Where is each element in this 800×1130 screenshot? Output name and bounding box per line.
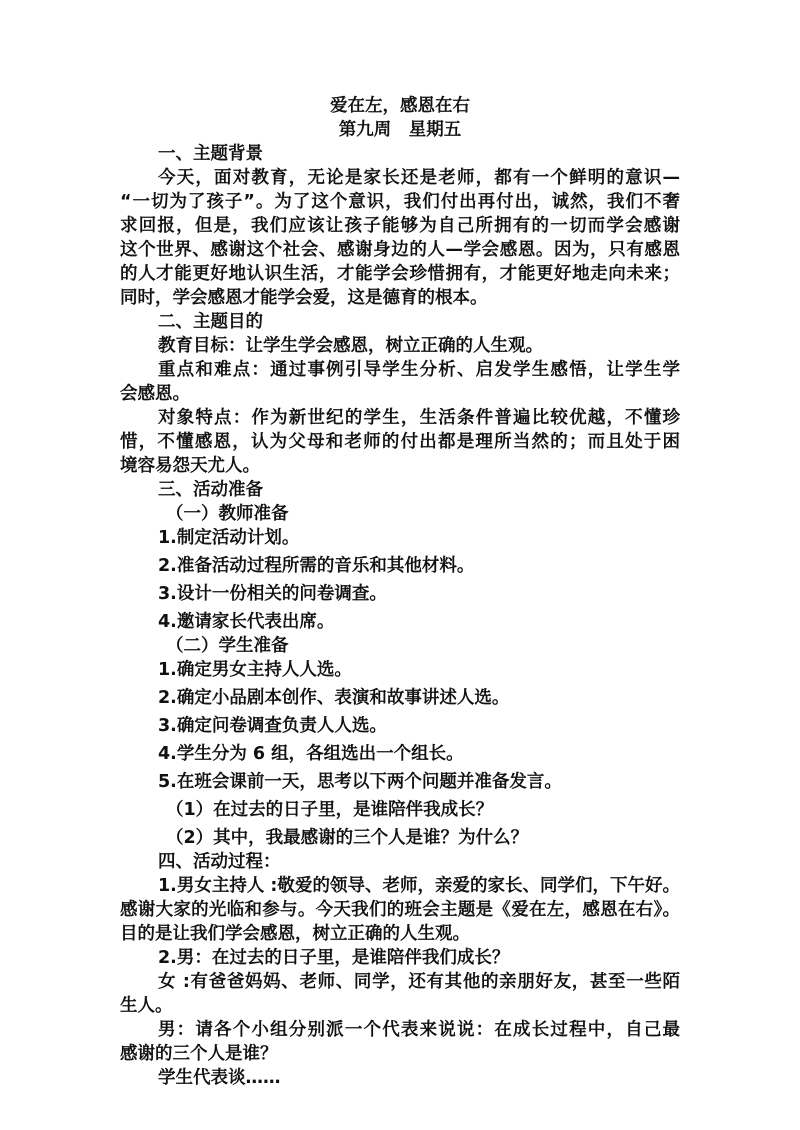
paragraph-line: “一切为了孩子”。为了这个意识，我们付出再付出，诚然，我们不奢 [120, 192, 680, 212]
section-heading-preparation: 三、活动准备 [158, 480, 263, 500]
paragraph-line: 1.男女主持人 :敬爱的领导、老师，亲爱的家长、同学们，下午好。 [158, 876, 680, 896]
section-heading-purpose: 二、主题目的 [158, 312, 263, 332]
list-item: 3.设计一份相关的问卷调查。 [158, 584, 387, 604]
paragraph-line: 今天，面对教育，无论是家长还是老师，都有一个鲜明的意识— [158, 168, 680, 188]
list-item: 4.邀请家长代表出席。 [158, 612, 335, 632]
paragraph-line: 惜，不懂感恩，认为父母和老师的付出都是理所当然的；而且处于困 [120, 432, 680, 452]
paragraph-line: 目的是让我们学会感恩，树立正确的人生观。 [120, 924, 470, 944]
subheading-teacher-prep: （一）教师准备 [166, 504, 289, 524]
document-subtitle: 第九周 星期五 [338, 120, 462, 140]
list-item: 2.确定小品剧本创作、表演和故事讲述人选。 [158, 688, 510, 708]
paragraph-line: 会感恩。 [120, 384, 190, 404]
paragraph-line: 感谢的三个人是谁？ [120, 1044, 278, 1064]
subheading-student-prep: （二）学生准备 [166, 636, 289, 656]
section-heading-background: 一、主题背景 [158, 144, 263, 164]
paragraph-line: 的人才能更好地认识生活，才能学会珍惜拥有，才能更好地走向未来； [120, 264, 680, 284]
list-item: 1.确定男女主持人人选。 [158, 660, 352, 680]
paragraph-line: 同时，学会感恩才能学会爱，这是德育的根本。 [120, 288, 488, 308]
list-item: 5.在班会课前一天，思考以下两个问题并准备发言。 [158, 772, 562, 792]
paragraph-line: 境容易怨天尤人。 [120, 456, 260, 476]
paragraph-line: 求回报，但是，我们应该让孩子能够为自己所拥有的一切而学会感谢 [120, 216, 680, 236]
paragraph-line: 这个世界、感谢这个社会、感谢身边的人—学会感恩。因为，只有感恩 [120, 240, 680, 260]
paragraph-line: 对象特点：作为新世纪的学生，生活条件普遍比较优越，不懂珍 [158, 408, 680, 428]
list-item: 3.确定问卷调查负责人人选。 [158, 716, 387, 736]
paragraph-line: 生人。 [120, 996, 173, 1016]
paragraph-line: 感谢大家的光临和参与。今天我们的班会主题是《爱在左，感恩在右》。 [120, 900, 680, 920]
question-item: （2）其中，我最感谢的三个人是谁？为什么？ [166, 828, 529, 848]
list-item: 2.准备活动过程所需的音乐和其他材料。 [158, 556, 475, 576]
paragraph-line: 2.男：在过去的日子里，是谁陪伴我们成长？ [158, 948, 510, 968]
question-item: （1）在过去的日子里，是谁陪伴我成长？ [166, 800, 494, 820]
paragraph-line: 男：请各个小组分别派一个代表来说说：在成长过程中，自己最 [158, 1020, 680, 1040]
list-item: 1.制定活动计划。 [158, 528, 300, 548]
paragraph-line: 教育目标：让学生学会感恩，树立正确的人生观。 [158, 336, 543, 356]
paragraph-line: 女 :有爸爸妈妈、老师、同学，还有其他的亲朋好友，甚至一些陌 [158, 972, 680, 992]
section-heading-process: 四、活动过程： [158, 852, 281, 872]
document-title: 爱在左，感恩在右 [330, 96, 470, 116]
list-item: 4.学生分为 6 组，各组选出一个组长。 [158, 744, 464, 764]
paragraph-line: 重点和难点：通过事例引导学生分析、启发学生感悟，让学生学 [158, 360, 680, 380]
paragraph-line: 学生代表谈…… [158, 1068, 281, 1088]
